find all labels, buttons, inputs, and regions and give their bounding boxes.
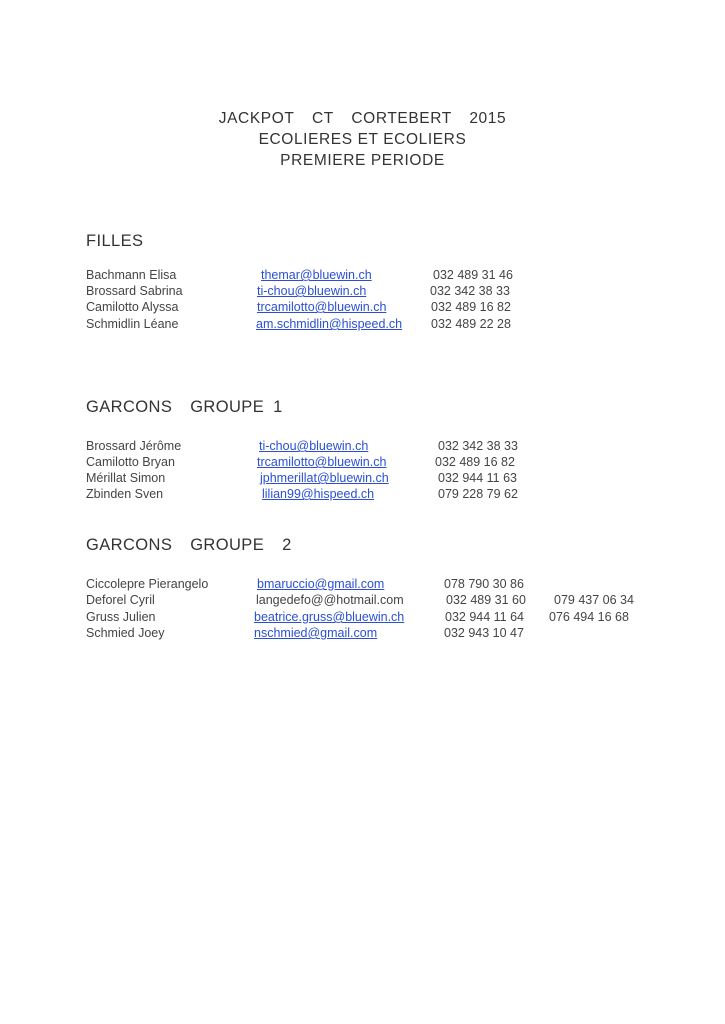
student-name: Bachmann Elisa [86, 268, 177, 282]
phone-number: 032 342 38 33 [430, 284, 510, 298]
student-name: Brossard Jérôme [86, 439, 182, 453]
phone-number: 032 342 38 33 [438, 439, 518, 453]
phone-number: 032 489 22 28 [431, 317, 511, 331]
section-heading-filles: FILLES [86, 232, 144, 250]
email-link[interactable]: trcamilotto@bluewin.ch [257, 300, 387, 314]
phone-number-secondary: 079 437 06 34 [554, 593, 634, 607]
student-name: Camilotto Alyssa [86, 300, 179, 314]
section-heading-garcons-2: GARCONS GROUPE 2 [86, 536, 292, 554]
email-link[interactable]: ti-chou@bluewin.ch [257, 284, 367, 298]
title-line-1: JACKPOT CT CORTEBERT 2015 [218, 110, 507, 127]
email-link[interactable]: beatrice.gruss@bluewin.ch [254, 610, 405, 624]
email-link[interactable]: ti-chou@bluewin.ch [259, 439, 369, 453]
student-name: Zbinden Sven [86, 487, 164, 501]
phone-number: 032 489 16 82 [435, 455, 515, 469]
email-link[interactable]: trcamilotto@bluewin.ch [257, 455, 387, 469]
phone-number: 032 943 10 47 [444, 626, 524, 640]
student-name: Schmidlin Léane [86, 317, 179, 331]
email-link[interactable]: nschmied@gmail.com [254, 626, 378, 640]
email-text: langedefo@@hotmail.com [256, 593, 404, 607]
title-line-2: ECOLIERES ET ECOLIERS [258, 131, 467, 148]
document-title [0, 108, 725, 171]
phone-number: 032 489 31 46 [433, 268, 513, 282]
title-line-3: PREMIERE PERIODE [280, 152, 445, 169]
phone-number: 032 489 31 60 [446, 593, 526, 607]
phone-number: 079 228 79 62 [438, 487, 518, 501]
phone-number: 032 489 16 82 [431, 300, 511, 314]
phone-number-secondary: 076 494 16 68 [549, 610, 629, 624]
student-name: Brossard Sabrina [86, 284, 183, 298]
student-name: Schmied Joey [86, 626, 165, 640]
email-link[interactable]: lilian99@hispeed.ch [262, 487, 375, 501]
email-link[interactable]: themar@bluewin.ch [261, 268, 372, 282]
phone-number: 032 944 11 64 [445, 610, 525, 624]
student-name: Gruss Julien [86, 610, 156, 624]
student-name: Mérillat Simon [86, 471, 166, 485]
email-link[interactable]: bmaruccio@gmail.com [257, 577, 385, 591]
phone-number: 032 944 11 63 [438, 471, 518, 485]
email-link[interactable]: am.schmidlin@hispeed.ch [256, 317, 403, 331]
student-name: Ciccolepre Pierangelo [86, 577, 209, 591]
section-heading-garcons-1: GARCONS GROUPE 1 [86, 398, 283, 416]
phone-number: 078 790 30 86 [444, 577, 524, 591]
email-link[interactable]: jphmerillat@bluewin.ch [260, 471, 389, 485]
student-name: Deforel Cyril [86, 593, 155, 607]
student-name: Camilotto Bryan [86, 455, 175, 469]
